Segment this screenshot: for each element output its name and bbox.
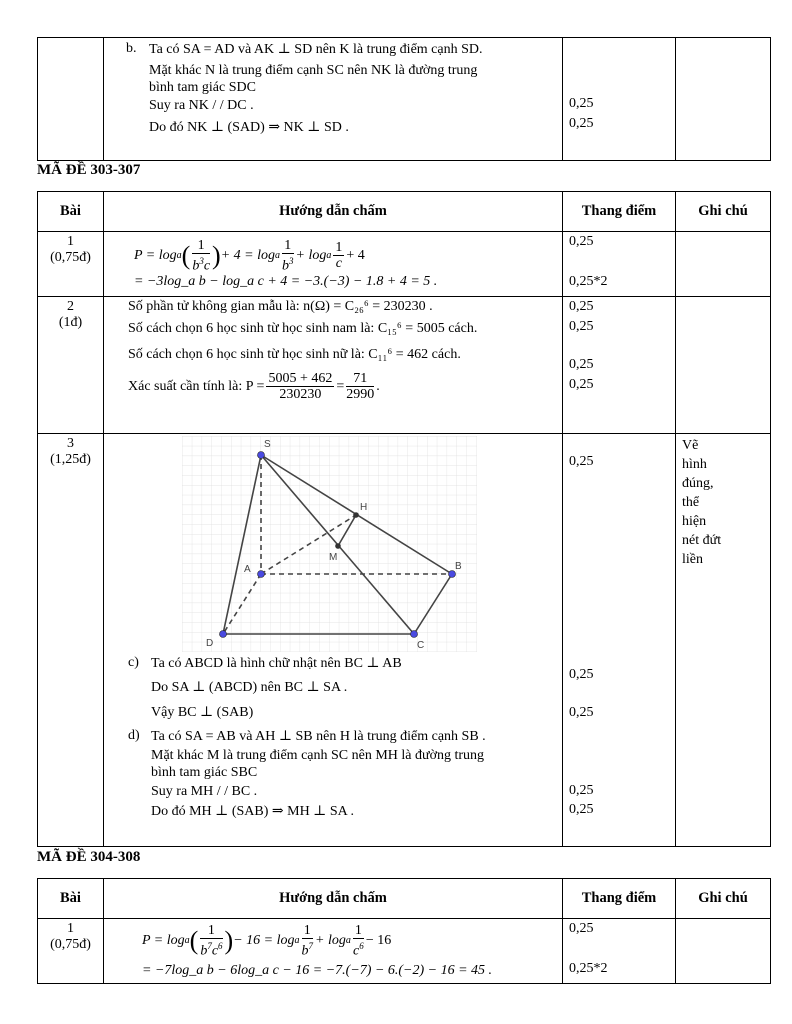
- formula-part: + 4 = log: [220, 247, 275, 263]
- header-ghi-chu: Ghi chú: [676, 192, 771, 232]
- note-line: đúng,: [682, 476, 714, 491]
- score: 0,25: [569, 299, 594, 314]
- formula-part: + log: [295, 247, 327, 263]
- bai-2-label: [38, 297, 104, 434]
- score: 0,25*2: [569, 961, 608, 976]
- label-b: B: [455, 561, 462, 572]
- score: 0,25: [569, 783, 594, 798]
- d-label: d): [128, 728, 140, 743]
- bai-1-formula-line2: = −3log_a b − log_a c + 4 = −3.(−3) − 1.8 + 4 = 5 .: [134, 274, 438, 289]
- fraction: $\frac{1}{b^3c}$: [192, 238, 211, 274]
- bai-number: 3: [67, 436, 74, 451]
- label-a: A: [244, 564, 251, 575]
- bai-points: (0,75đ): [50, 937, 91, 952]
- bai-3-scores: [563, 434, 676, 847]
- table-row: [38, 434, 771, 847]
- bai-1-scores: [563, 232, 676, 297]
- point-s: [258, 452, 265, 459]
- formula-part: P = log: [142, 932, 185, 948]
- bai-2-content: [104, 297, 563, 434]
- table-304: [37, 878, 771, 984]
- bai-points: (1đ): [58, 315, 83, 330]
- formula-part: − 16: [365, 932, 392, 948]
- c-line-2: Do SA ⊥ (ABCD) nên BC ⊥ SA .: [151, 680, 348, 695]
- fraction: $\frac{71}{2990}$: [346, 371, 375, 402]
- fraction: $\frac{1}{b^3}$: [282, 238, 294, 274]
- b-line-4: Suy ra NK / / DC .: [149, 98, 254, 113]
- bai-1-note: [676, 919, 771, 984]
- bai-1-label: [38, 919, 104, 984]
- bai-3-label: [38, 434, 104, 847]
- label-s: S: [264, 439, 271, 450]
- bai-2-line-1: Số phần tử không gian mẫu là: n(Ω) = C₂₆⁶ = 230230 .: [128, 299, 433, 314]
- fraction: $\frac{1}{c^6}$: [352, 923, 364, 959]
- d-line-3: bình tam giác SBC: [151, 765, 258, 780]
- b-line-1: Ta có SA = AD và AK ⊥ SD nên K là trung điểm cạnh SD.: [149, 42, 483, 57]
- score: 0,25: [569, 667, 594, 682]
- table-row: [38, 919, 771, 984]
- bai-1-content: [104, 232, 563, 297]
- bai-points: (0,75đ): [50, 250, 91, 265]
- score: 0,25: [569, 454, 594, 469]
- bai-3-note: [676, 434, 771, 847]
- header-bai: Bài: [38, 192, 104, 232]
- bai-number: 1: [67, 921, 74, 936]
- formula-part: + 4: [346, 247, 365, 263]
- bai-2-line-2: Số cách chọn 6 học sinh từ học sinh nam là: C₁₅⁶ = 5005 cách.: [128, 321, 478, 336]
- label-d: D: [206, 638, 214, 649]
- header-bai: Bài: [38, 879, 104, 919]
- point-h: [353, 512, 359, 518]
- top-score: [563, 38, 676, 161]
- top-note: [676, 38, 771, 161]
- header-thang-diem: Thang điểm: [563, 879, 676, 919]
- note-line: Vẽ: [682, 438, 699, 453]
- score: 0,25: [569, 357, 594, 372]
- section-title-304: MÃ ĐỀ 304-308: [37, 849, 141, 865]
- fraction: $\frac{5005 + 462}{230230}$: [268, 371, 333, 402]
- score: 0,25: [569, 234, 594, 249]
- header-thang-diem: Thang điểm: [563, 192, 676, 232]
- c-label: c): [128, 655, 139, 670]
- d-line-5: Do đó MH ⊥ (SAB) ⇒ MH ⊥ SA .: [151, 804, 354, 819]
- fraction: $\frac{1}{c}$: [335, 240, 343, 272]
- fraction: $\frac{1}{b^7}$: [301, 923, 313, 959]
- table-row: [38, 297, 771, 434]
- bai-1-content: [104, 919, 563, 984]
- bai-1-note: [676, 232, 771, 297]
- point-m: [335, 543, 341, 549]
- score: 0,25*2: [569, 274, 608, 289]
- c-line-3: Vậy BC ⊥ (SAB): [151, 705, 254, 720]
- header-row: [38, 879, 771, 919]
- score: 0,25: [569, 921, 594, 936]
- note-line: nét đứt: [682, 533, 722, 548]
- top-score-1: 0,25: [569, 96, 594, 111]
- point-a: [258, 571, 265, 578]
- probability-prefix: Xác suất cần tính là: P =: [128, 378, 265, 394]
- score: 0,25: [569, 705, 594, 720]
- b-line-2: Mặt khác N là trung điểm cạnh SC nên NK là đường trung: [149, 63, 478, 78]
- label-c: C: [417, 640, 425, 651]
- note-line: hình: [682, 457, 707, 472]
- c-line-1: Ta có ABCD là hình chữ nhật nên BC ⊥ AB: [151, 656, 402, 671]
- note-line: liền: [682, 552, 703, 567]
- pyramid-figure: [182, 436, 477, 652]
- bai-points: (1,25đ): [50, 452, 91, 467]
- bai-number: 2: [67, 299, 74, 314]
- d-line-2: Mặt khác M là trung điểm cạnh SC nên MH là đường trung: [151, 748, 485, 763]
- top-table: [37, 37, 771, 161]
- header-ghi-chu: Ghi chú: [676, 879, 771, 919]
- b-line-3: bình tam giác SDC: [149, 80, 256, 95]
- top-score-2: 0,25: [569, 116, 594, 131]
- header-row: [38, 192, 771, 232]
- formula-part: P = log: [134, 247, 177, 263]
- d-line-4: Suy ra MH / / BC .: [151, 784, 258, 799]
- note-line: thể: [682, 495, 700, 510]
- bai-2-note: [676, 297, 771, 434]
- score: 0,25: [569, 377, 594, 392]
- bai-2-line-3: Số cách chọn 6 học sinh từ học sinh nữ là: C₁₁⁶ = 462 cách.: [128, 347, 461, 362]
- top-col1: [38, 38, 104, 161]
- formula-part: − 16 = log: [233, 932, 295, 948]
- bai-3-content: [104, 434, 563, 847]
- bai-1-scores: [563, 919, 676, 984]
- table-303: [37, 191, 771, 847]
- bai-1-formula-line1: P = log a ( $\frac{1}{b^7c^6}$ ) − 16 = log a $\frac{1}{b^7}$ + log a $\frac{1}{c^6}$ − 16: [142, 923, 392, 959]
- d-line-1: Ta có SA = AB và AH ⊥ SB nên H là trung điểm cạnh SB .: [151, 729, 486, 744]
- header-huong-dan: Hướng dẫn chấm: [104, 192, 563, 232]
- note-line: hiện: [682, 514, 707, 529]
- bai-1-formula-line1: P = log a ( $\frac{1}{b^3c}$ ) + 4 = log a $\frac{1}{b^3}$ + log a $\frac{1}{c}$ + 4: [134, 238, 365, 274]
- section-title-303: MÃ ĐỀ 303-307: [37, 162, 141, 178]
- bai-2-line-4: Xác suất cần tính là: P = $\frac{5005 + 462}{230230}$ = $\frac{71}{2990}$ .: [128, 371, 380, 402]
- b-label: b.: [126, 41, 137, 56]
- bai-2-scores: [563, 297, 676, 434]
- point-d: [220, 631, 227, 638]
- bai-1-formula-line2: = −7log_a b − 6log_a c − 16 = −7.(−7) − 6.(−2) − 16 = 45 .: [142, 963, 493, 978]
- label-m: M: [329, 552, 338, 563]
- b-line-5: Do đó NK ⊥ (SAD) ⇒ NK ⊥ SD .: [149, 120, 349, 135]
- fraction: $\frac{1}{b^7c^6}$: [200, 923, 223, 959]
- bai-1-label: [38, 232, 104, 297]
- formula-part: + log: [315, 932, 346, 948]
- score: 0,25: [569, 319, 594, 334]
- score: 0,25: [569, 802, 594, 817]
- header-huong-dan: Hướng dẫn chấm: [104, 879, 563, 919]
- bai-number: 1: [67, 234, 74, 249]
- table-row: [38, 232, 771, 297]
- label-h: H: [360, 502, 368, 513]
- point-c: [411, 631, 418, 638]
- top-content: [104, 38, 563, 161]
